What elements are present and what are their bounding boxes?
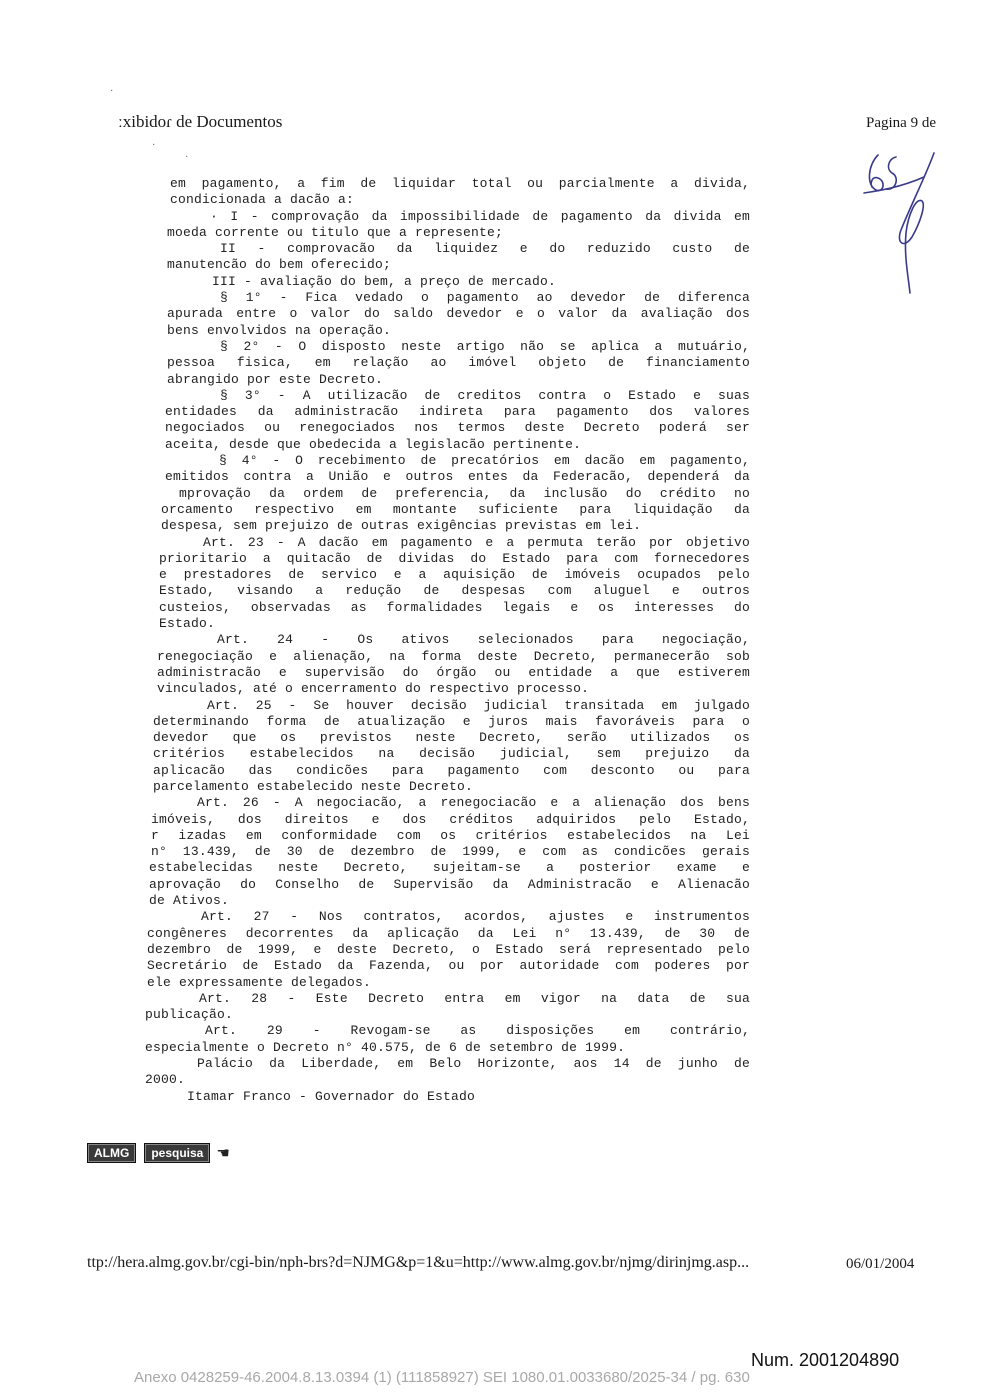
decree-body-text (145, 176, 750, 1105)
body-line: moeda corrente ou titulo que a represente; (167, 224, 504, 240)
body-line: vinculados, até o encerramento do respectivo processo. (157, 681, 590, 697)
body-line: critérios estabelecidos na decisão judicial, sem prejuizo da (153, 746, 750, 762)
body-line: apurada entre o valor do saldo devedor e o valor da avaliação dos (167, 306, 750, 322)
body-line: entidades da administracão indireta para pagamento dos valores (165, 404, 750, 420)
page-number-label: Pagina 9 de (866, 115, 936, 131)
body-line: Secretário de Estado da Fazenda, ou por autoridade com poderes por (147, 958, 750, 974)
body-line: Estado. (159, 616, 216, 632)
body-line: III - avaliação do bem, a preço de mercado. (212, 273, 557, 289)
body-line: Art. 29 - Revogam-se as disposições em contrário, (205, 1023, 750, 1039)
body-line: determinando forma de atualização e juros mais favoráveis para o (153, 713, 750, 729)
body-line: parcelamento estabelecido neste Decreto. (153, 778, 474, 794)
body-line: mprovação da ordem de preferencia, da inclusão do crédito no (179, 485, 750, 501)
body-line: congêneres decorrentes da aplicação da Lei n° 13.439, de 30 de (147, 925, 750, 941)
body-line: emitidos contra a União e outros entes da Federacão, dependerá da (165, 469, 750, 485)
pesquisa-button[interactable]: pesquisa (144, 1143, 210, 1163)
body-line: Art. 28 - Este Decreto entra em vigor na data de sua (199, 990, 750, 1006)
body-line: r izadas em conformidade com os critérios estabelecidos na Lei (151, 827, 750, 843)
body-line: em pagamento, a fim de liquidar total ou parcialmente a divida, (170, 176, 750, 191)
body-line: Art. 27 - Nos contratos, acordos, ajustes e instrumentos (201, 909, 750, 925)
nav-bar (87, 1143, 230, 1163)
body-line: aplicacão das condicões para pagamento com desconto ou para (153, 762, 750, 778)
body-line: Palácio da Liberdade, em Belo Horizonte, aos 14 de junho de (197, 1056, 750, 1072)
body-line: § 4° - O recebimento de precatórios em dacão em pagamento, (219, 453, 750, 469)
body-line: II - comprovacão da liquidez e do reduzido custo de (220, 241, 750, 257)
page-header-title: ːxibidoɾ de Documentos (118, 112, 283, 131)
document-stamp: Anexo 0428259-46.2004.8.13.0394 (1) (111858927) SEI 1080.01.0033680/2025-34 / pg. 630 (134, 1369, 750, 1386)
body-line: renegociação e alienação, na forma deste Decreto, permanecerão sob (157, 648, 750, 664)
body-line: abrangido por este Decreto. (167, 371, 384, 387)
body-line: orcamento respectivo em montante suficiente para liquidação da (161, 501, 750, 517)
footer-date: 06/01/2004 (846, 1256, 915, 1272)
body-line: Art. 26 - A negociacão, a renegociacão e a alienação dos bens (197, 795, 750, 811)
body-line: § 1° - Fica vedado o pagamento ao devedor de diferenca (220, 290, 750, 306)
body-line: aceita, desde que obedecida a legislacão pertinente. (165, 436, 582, 452)
body-line: § 3° - A utilizacão de creditos contra o Estado e suas (220, 387, 750, 403)
body-line: publicação. (145, 1007, 234, 1023)
body-line: ele expressamente delegados. (147, 974, 372, 990)
footer-url: ttp://hera.almg.gov.br/cgi-bin/nph-brs?d=NJMG&p=1&u=http://www.almg.gov.br/njmg/dirinjmg.asp... (87, 1254, 750, 1271)
body-line: Art. 24 - Os ativos selecionados para negociação, (217, 632, 750, 648)
body-line: estabelecidas neste Decreto, sujeitam-se a posterior exame e (149, 860, 750, 876)
body-line: 2000. (145, 1072, 186, 1088)
body-line: Art. 23 - A dacão em pagamento e a permuta terão por objetivo (203, 534, 750, 550)
body-line: devedor que os previstos neste Decreto, serão utilizados os (153, 730, 750, 746)
scan-mark: · (110, 86, 114, 97)
body-line: despesa, sem prejuizo de outras exigências previstas em lei. (161, 518, 642, 534)
body-line: especialmente o Decreto n° 40.575, de 6 de setembro de 1999. (145, 1039, 626, 1055)
body-line: pessoa fisica, em relação ao imóvel objeto de financiamento (167, 355, 750, 371)
document-number: Num. 2001204890 (751, 1350, 900, 1370)
body-line: bens envolvidos na operação. (167, 322, 392, 338)
body-line: · I - comprovação da impossibilidade de pagamento da divida em (210, 208, 750, 224)
almg-button[interactable]: ALMG (87, 1143, 136, 1163)
body-line: prioritario a quitacão de dividas do Estado para com fornecedores (159, 550, 750, 566)
body-line: condicionada a dacão a: (170, 192, 355, 208)
body-line: administracão e supervisão do órgão ou entidade a que estiverem (157, 664, 750, 680)
body-line: Estado, visando a redução de despesas com aluguel e outros (159, 583, 750, 599)
body-line: de Ativos. (149, 893, 230, 909)
body-line: § 2° - O disposto neste artigo não se aplica a mutuário, (220, 338, 750, 354)
body-line: negociados ou renegociados nos termos deste Decreto poderá ser (165, 420, 750, 436)
scan-mark: · (152, 140, 156, 151)
body-line: n° 13.439, de 30 de dezembro de 1999, e com as condicões gerais (151, 844, 750, 860)
body-line: imóveis, dos direitos e dos créditos adquiridos pelo Estado, (151, 811, 750, 827)
body-line: dezembro de 1999, e deste Decreto, o Estado será representado pelo (147, 941, 750, 957)
pointing-hand-icon: ☚ (216, 1145, 230, 1162)
body-line: Art. 25 - Se houver decisão judicial transitada em julgado (207, 697, 750, 713)
scan-mark: · (185, 152, 189, 163)
handwritten-signature (856, 145, 946, 295)
body-line: aprovação do Conselho de Supervisão da Administracão e Alienacão (149, 876, 750, 892)
body-line: manutencão do bem oferecido; (167, 257, 392, 273)
body-line: custeios, observadas as formalidades legais e os interesses do (159, 599, 750, 615)
body-line: Itamar Franco - Governador do Estado (187, 1088, 476, 1104)
body-line: e prestadores de servico e a aquisição de imóveis ocupados pelo (159, 567, 750, 583)
